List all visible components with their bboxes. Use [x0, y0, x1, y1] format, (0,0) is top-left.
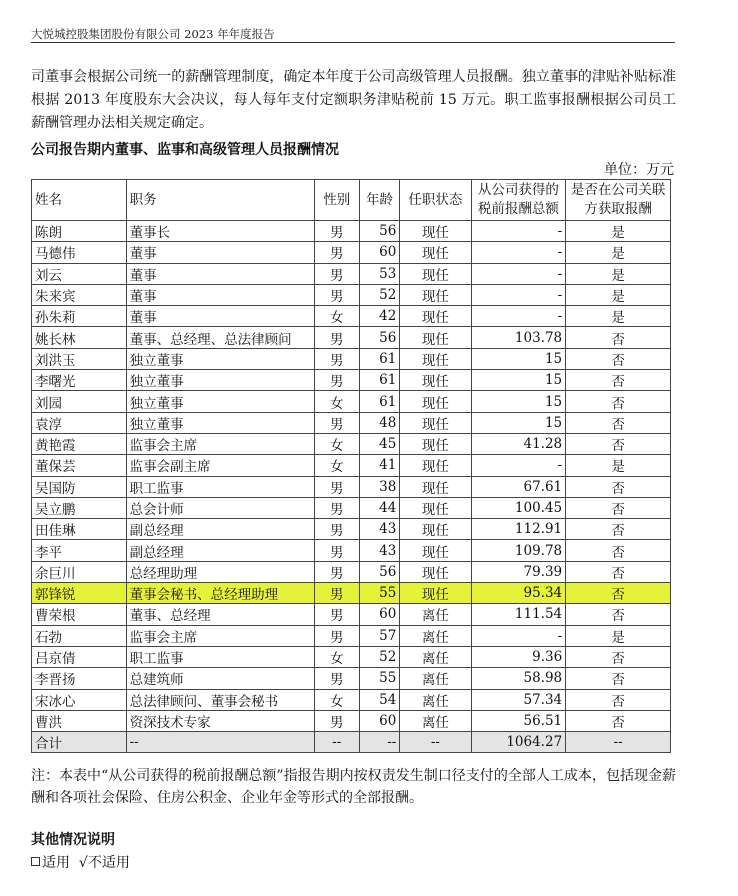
cell-role: 独立董事: [126, 370, 314, 391]
table-row: [32, 284, 671, 305]
unit-label: 单位：万元: [604, 162, 674, 178]
cell-age: 61: [359, 370, 400, 391]
cell-pay: 15: [471, 391, 566, 412]
cell-related: 否: [566, 519, 671, 540]
cell-age: 60: [359, 242, 400, 263]
cell-status: 现任: [400, 284, 471, 305]
cell-age: 53: [359, 263, 400, 284]
cell-pay: 15: [471, 348, 566, 369]
cell-pay: 103.78: [471, 327, 566, 348]
option-not-applicable: √不适用: [78, 855, 130, 871]
cell-pay: 9.36: [471, 646, 566, 667]
cell-related: 否: [566, 412, 671, 433]
cell-sex: 男: [314, 476, 359, 497]
cell-age: 52: [359, 646, 400, 667]
cell-related: 否: [566, 710, 671, 731]
cell-age: 57: [359, 625, 400, 646]
cell-status: 现任: [400, 583, 471, 604]
cell-age: 54: [359, 689, 400, 710]
cell-name: 李晋扬: [32, 668, 127, 689]
cell-name: 吴国防: [32, 476, 127, 497]
cell-name: 宋冰心: [32, 689, 127, 710]
cell-name: 余巨川: [32, 561, 127, 582]
cell-role: 总会计师: [126, 497, 314, 518]
cell-related: 否: [566, 497, 671, 518]
cell-status: 现任: [400, 306, 471, 327]
cell-status: 现任: [400, 540, 471, 561]
cell-status: 离任: [400, 625, 471, 646]
cell-age: 61: [359, 348, 400, 369]
cell-sex: 男: [314, 263, 359, 284]
cell-related: 否: [566, 370, 671, 391]
cell-pay: 100.45: [471, 497, 566, 518]
cell-status: 现任: [400, 476, 471, 497]
cell-status: 现任: [400, 519, 471, 540]
cell-role: 董事、总经理、总法律顾问: [126, 327, 314, 348]
cell-age: 38: [359, 476, 400, 497]
cell-name: 刘云: [32, 263, 127, 284]
table-row: [32, 519, 671, 540]
cell-sex: 男: [314, 540, 359, 561]
cell-sex: 女: [314, 455, 359, 476]
cell-sex: 男: [314, 668, 359, 689]
cell-status: 离任: [400, 689, 471, 710]
cell-role: 董事长: [126, 221, 314, 242]
cell-pay: -: [471, 455, 566, 476]
cell-role: 监事会副主席: [126, 455, 314, 476]
cell-role: 独立董事: [126, 348, 314, 369]
cell-name: 吴立鹏: [32, 497, 127, 518]
cell-role: 职工监事: [126, 646, 314, 667]
cell-age: 45: [359, 433, 400, 454]
cell-pay: -: [471, 625, 566, 646]
cell-pay: 15: [471, 412, 566, 433]
cell-role: 职工监事: [126, 476, 314, 497]
cell-pay: 67.61: [471, 476, 566, 497]
cell-related: 否: [566, 476, 671, 497]
cell-role: 总建筑师: [126, 668, 314, 689]
cell-related: 否: [566, 327, 671, 348]
cell-name: 郭锋锐: [32, 583, 127, 604]
cell-status: 现任: [400, 263, 471, 284]
cell-sex: 男: [314, 497, 359, 518]
cell-role: 董事、总经理: [126, 604, 314, 625]
cell-related: 否: [566, 583, 671, 604]
total-cell-name: 合计: [32, 732, 127, 753]
cell-related: 否: [566, 689, 671, 710]
cell-related: 否: [566, 668, 671, 689]
cell-age: 42: [359, 306, 400, 327]
cell-status: 现任: [400, 370, 471, 391]
cell-role: 总法律顾问、董事会秘书: [126, 689, 314, 710]
cell-pay: 109.78: [471, 540, 566, 561]
header-status: 任职状态: [400, 180, 471, 221]
cell-related: 是: [566, 263, 671, 284]
table-row: [32, 668, 671, 689]
table-row: [32, 604, 671, 625]
total-cell-status: --: [400, 732, 471, 753]
report-header: 大悦城控股集团股份有限公司 2023 年年度报告: [31, 27, 275, 41]
cell-sex: 男: [314, 412, 359, 433]
cell-name: 陈朗: [32, 221, 127, 242]
table-row: [32, 242, 671, 263]
cell-related: 是: [566, 221, 671, 242]
cell-related: 是: [566, 306, 671, 327]
total-cell-age: --: [359, 732, 400, 753]
header-related: 是否在公司关联 方获取报酬: [566, 180, 671, 221]
header-divider: [31, 42, 675, 43]
cell-pay: 56.51: [471, 710, 566, 731]
other-section-title: 其他情况说明: [31, 832, 115, 848]
cell-pay: 112.91: [471, 519, 566, 540]
table-row: [32, 327, 671, 348]
table-row: [32, 689, 671, 710]
cell-sex: 男: [314, 284, 359, 305]
cell-related: 否: [566, 348, 671, 369]
cell-pay: -: [471, 242, 566, 263]
cell-status: 离任: [400, 604, 471, 625]
cell-pay: -: [471, 221, 566, 242]
cell-role: 副总经理: [126, 519, 314, 540]
table-row: [32, 583, 671, 604]
total-row: [32, 732, 671, 753]
total-cell-sex: --: [314, 732, 359, 753]
cell-status: 现任: [400, 221, 471, 242]
cell-name: 刘园: [32, 391, 127, 412]
cell-pay: -: [471, 306, 566, 327]
cell-role: 董事: [126, 263, 314, 284]
cell-age: 61: [359, 391, 400, 412]
cell-related: 否: [566, 433, 671, 454]
cell-role: 董事会秘书、总经理助理: [126, 583, 314, 604]
cell-role: 董事: [126, 306, 314, 327]
cell-status: 现任: [400, 455, 471, 476]
cell-sex: 女: [314, 391, 359, 412]
cell-related: 否: [566, 646, 671, 667]
cell-name: 石勃: [32, 625, 127, 646]
cell-name: 袁淳: [32, 412, 127, 433]
header-row: [32, 180, 671, 221]
cell-related: 否: [566, 561, 671, 582]
cell-status: 现任: [400, 497, 471, 518]
table-row: [32, 476, 671, 497]
table-row: [32, 561, 671, 582]
table-row: [32, 455, 671, 476]
cell-status: 现任: [400, 242, 471, 263]
cell-pay: 15: [471, 370, 566, 391]
cell-name: 曹荣根: [32, 604, 127, 625]
option-applicable: 适用: [42, 855, 70, 871]
header-name: 姓名: [32, 180, 127, 221]
table-row: [32, 263, 671, 284]
cell-status: 离任: [400, 646, 471, 667]
cell-pay: 41.28: [471, 433, 566, 454]
cell-pay: 57.34: [471, 689, 566, 710]
cell-age: 52: [359, 284, 400, 305]
cell-sex: 女: [314, 646, 359, 667]
cell-sex: 男: [314, 221, 359, 242]
cell-role: 总经理助理: [126, 561, 314, 582]
cell-sex: 男: [314, 370, 359, 391]
table-note: 注：本表中“从公司获得的税前报酬总额”指报告期内按权责发生制口径支付的全部人工成本，包括现金薪酬和各项社会保险、住房公积金、企业年金等形式的全部报酬。: [31, 768, 676, 806]
cell-age: 55: [359, 668, 400, 689]
table-row: [32, 497, 671, 518]
table-row: [32, 412, 671, 433]
cell-status: 现任: [400, 391, 471, 412]
total-cell-pay: 1064.27: [471, 732, 566, 753]
cell-sex: 男: [314, 519, 359, 540]
cell-name: 孙朱莉: [32, 306, 127, 327]
cell-name: 董保芸: [32, 455, 127, 476]
cell-sex: 男: [314, 561, 359, 582]
cell-name: 朱来宾: [32, 284, 127, 305]
cell-status: 离任: [400, 668, 471, 689]
cell-related: 是: [566, 455, 671, 476]
total-cell-role: --: [126, 732, 314, 753]
header-role: 职务: [126, 180, 314, 221]
cell-sex: 女: [314, 306, 359, 327]
cell-related: 否: [566, 540, 671, 561]
cell-pay: 111.54: [471, 604, 566, 625]
table-row: [32, 433, 671, 454]
table-row: [32, 306, 671, 327]
cell-role: 监事会主席: [126, 433, 314, 454]
checkbox-icon: [31, 857, 40, 866]
cell-age: 56: [359, 327, 400, 348]
cell-age: 60: [359, 710, 400, 731]
total-cell-related: --: [566, 732, 671, 753]
cell-status: 现任: [400, 561, 471, 582]
cell-sex: 男: [314, 625, 359, 646]
cell-sex: 男: [314, 710, 359, 731]
cell-name: 李平: [32, 540, 127, 561]
table-row: [32, 646, 671, 667]
table-row: [32, 221, 671, 242]
cell-related: 是: [566, 625, 671, 646]
header-sex: 性别: [314, 180, 359, 221]
header-pay: 从公司获得的 税前报酬总额: [471, 180, 566, 221]
cell-pay: 58.98: [471, 668, 566, 689]
cell-status: 现任: [400, 433, 471, 454]
cell-role: 独立董事: [126, 412, 314, 433]
cell-pay: -: [471, 284, 566, 305]
cell-age: 55: [359, 583, 400, 604]
cell-role: 副总经理: [126, 540, 314, 561]
applicability-options: [31, 852, 130, 872]
cell-age: 48: [359, 412, 400, 433]
cell-name: 李曙光: [32, 370, 127, 391]
table-row: [32, 540, 671, 561]
cell-age: 60: [359, 604, 400, 625]
table-row: [32, 391, 671, 412]
cell-related: 是: [566, 242, 671, 263]
cell-sex: 男: [314, 242, 359, 263]
cell-name: 姚长林: [32, 327, 127, 348]
cell-age: 43: [359, 519, 400, 540]
cell-sex: 男: [314, 327, 359, 348]
cell-name: 田佳琳: [32, 519, 127, 540]
cell-status: 离任: [400, 710, 471, 731]
cell-role: 董事: [126, 284, 314, 305]
cell-related: 否: [566, 604, 671, 625]
intro-paragraph: 司董事会根据公司统一的薪酬管理制度，确定本年度于公司高级管理人员报酬。独立董事的津贴补贴标准根据 2013 年度股东大会决议，每人每年支付定额职务津贴税前 15 万元。职工监事报酬根据公司员工薪酬管理办法相关规定确定。: [31, 69, 676, 131]
cell-related: 是: [566, 284, 671, 305]
cell-role: 资深技术专家: [126, 710, 314, 731]
table-title: 公司报告期内董事、监事和高级管理人员报酬情况: [31, 142, 339, 158]
cell-pay: 79.39: [471, 561, 566, 582]
cell-name: 吕京倩: [32, 646, 127, 667]
cell-name: 马德伟: [32, 242, 127, 263]
cell-age: 56: [359, 561, 400, 582]
table-row: [32, 710, 671, 731]
cell-role: 监事会主席: [126, 625, 314, 646]
table-row: [32, 370, 671, 391]
cell-sex: 男: [314, 348, 359, 369]
cell-name: 刘洪玉: [32, 348, 127, 369]
cell-pay: 95.34: [471, 583, 566, 604]
cell-age: 56: [359, 221, 400, 242]
cell-role: 董事: [126, 242, 314, 263]
cell-age: 41: [359, 455, 400, 476]
cell-sex: 男: [314, 583, 359, 604]
cell-age: 43: [359, 540, 400, 561]
compensation-table: [31, 179, 671, 753]
cell-sex: 女: [314, 689, 359, 710]
cell-sex: 女: [314, 433, 359, 454]
cell-status: 现任: [400, 412, 471, 433]
cell-name: 黄艳霞: [32, 433, 127, 454]
cell-role: 独立董事: [126, 391, 314, 412]
cell-status: 现任: [400, 348, 471, 369]
cell-related: 否: [566, 391, 671, 412]
cell-name: 曹洪: [32, 710, 127, 731]
table-row: [32, 348, 671, 369]
header-age: 年龄: [359, 180, 400, 221]
cell-status: 现任: [400, 327, 471, 348]
cell-sex: 男: [314, 604, 359, 625]
table-row: [32, 625, 671, 646]
cell-age: 44: [359, 497, 400, 518]
cell-pay: -: [471, 263, 566, 284]
